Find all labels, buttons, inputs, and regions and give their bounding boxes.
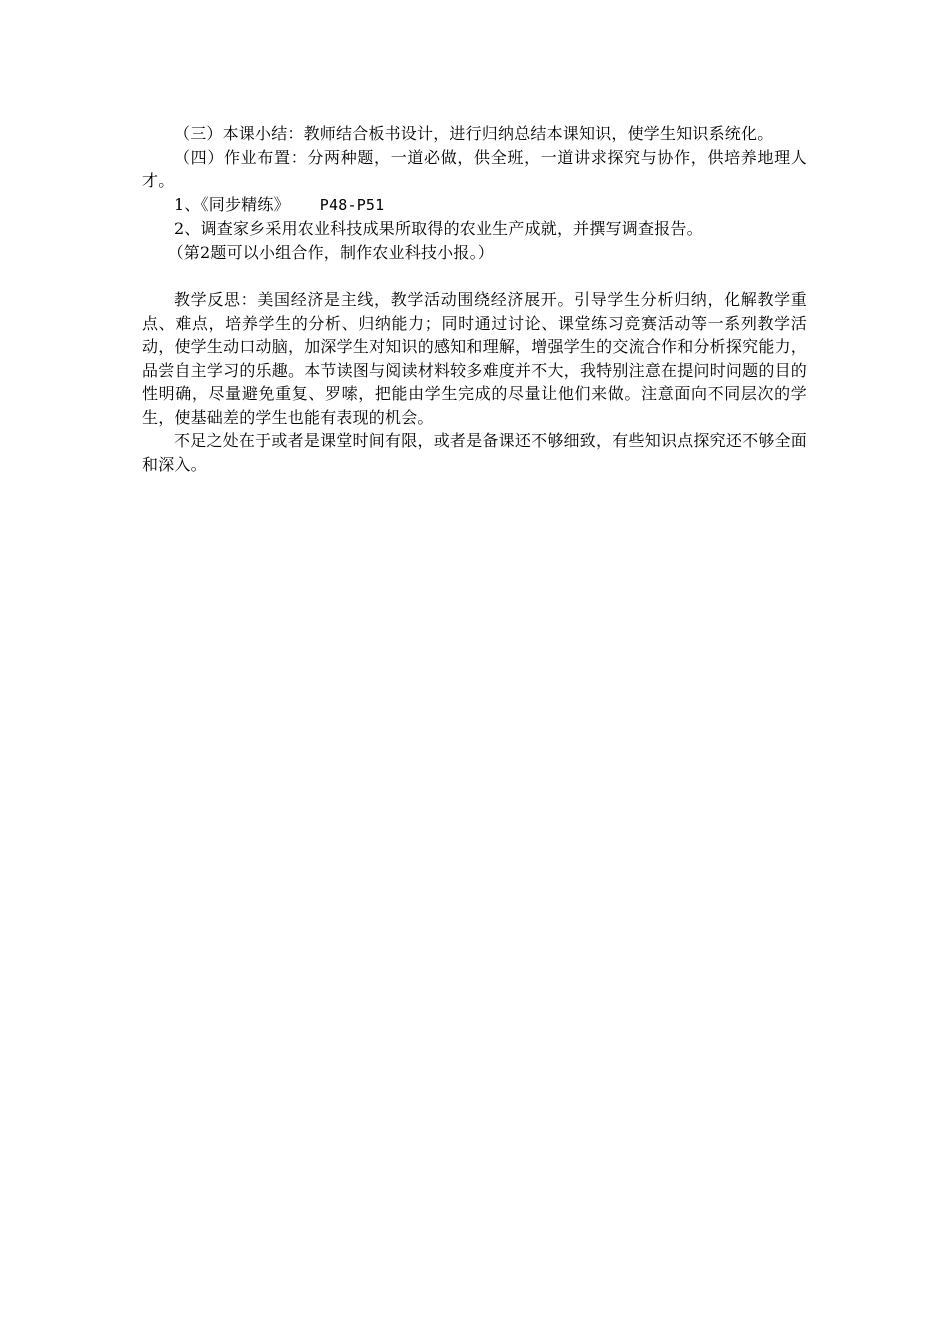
- homework-item-2: 2、调查家乡采用农业科技成果所取得的农业生产成就，并撰写调查报告。: [174, 219, 703, 238]
- homework-item-1-pages: P48-P51: [319, 195, 385, 214]
- homework-item-1: [142, 193, 807, 218]
- homework-intro-paragraph: （四）作业布置：分两种题，一道必做，供全班，一道讲求探究与协作，供培养地理人才。: [142, 147, 807, 190]
- document-body: [142, 122, 807, 476]
- lesson-summary-paragraph: （三）本课小结：教师结合板书设计，进行归纳总结本课知识，使学生知识系统化。: [174, 124, 774, 143]
- homework-note: （第2题可以小组合作，制作农业科技小报。）: [167, 242, 494, 262]
- teaching-reflection-paragraph: 教学反思：美国经济是主线，教学活动围绕经济展开。引导学生分析归纳，化解教学重点、难点，培养学生的分析、归纳能力；同时通过讨论、课堂练习竞赛活动等一系列教学活动，使学生动口动脑，加深学生对知识的感知和理解，增强学生的交流合作和分析探究能力，品尝自主学习的乐趣。本节读图与阅读材料较多难度并不大，我特别注意在提问时问题的目的性明确，尽量避免重复、罗嗦，把能由学生完成的尽量让他们来做。注意面向不同层次的学生，使基础差的学生也能有表现的机会。: [142, 290, 807, 427]
- paragraph-spacer: [142, 264, 807, 288]
- homework-item-1-text: 1、《同步精练》: [174, 194, 290, 214]
- shortcomings-paragraph: 不足之处在于或者是课堂时间有限，或者是备课还不够细致，有些知识点探究还不够全面和深入。: [142, 431, 807, 474]
